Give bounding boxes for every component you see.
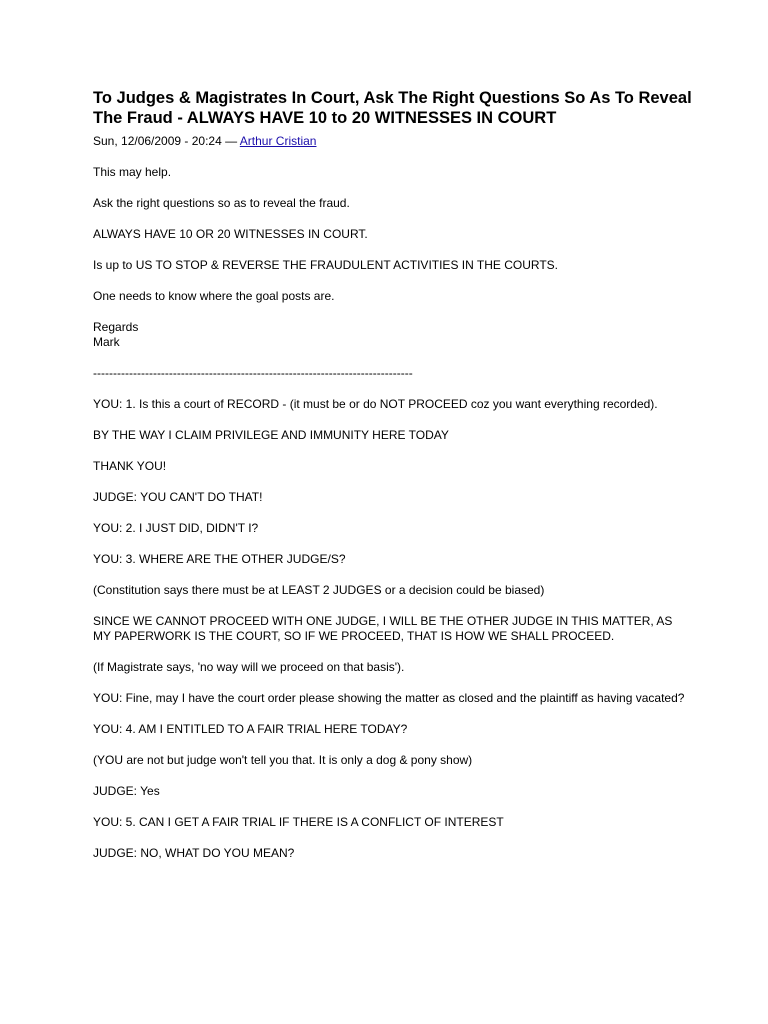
signoff-name: Mark [93,335,120,349]
article-title: To Judges & Magistrates In Court, Ask The Right Questions So As To Reveal The Fraud - ALWAYS HAVE 10 to 20 WITNESSES IN COURT [93,89,692,127]
paragraph: ALWAYS HAVE 10 OR 20 WITNESSES IN COURT. [93,227,368,241]
paragraph: JUDGE: Yes [93,784,160,798]
paragraph: This may help. [93,165,172,179]
paragraph: THANK YOU! [93,459,167,473]
paragraph: Is up to US TO STOP & REVERSE THE FRAUDULENT ACTIVITIES IN THE COURTS. [93,258,559,272]
dashed-divider: -------------------------------------------------------------------------------- [93,366,413,380]
paragraph: YOU: 5. CAN I GET A FAIR TRIAL IF THERE IS A CONFLICT OF INTEREST [93,815,504,829]
paragraph: JUDGE: NO, WHAT DO YOU MEAN? [93,846,295,860]
author-link[interactable]: Arthur Cristian [239,134,317,148]
paragraph: (If Magistrate says, 'no way will we proceed on that basis'). [93,660,405,674]
paragraph: YOU: 4. AM I ENTITLED TO A FAIR TRIAL HERE TODAY? [93,722,408,736]
article-meta [93,134,693,149]
paragraph: One needs to know where the goal posts are. [93,289,335,303]
paragraph: BY THE WAY I CLAIM PRIVILEGE AND IMMUNITY HERE TODAY [93,428,449,442]
article [93,88,693,861]
meta-separator: — [221,134,240,148]
paragraph: (Constitution says there must be at LEAST 2 JUDGES or a decision could be biased) [93,583,545,597]
paragraph: YOU: 3. WHERE ARE THE OTHER JUDGE/S? [93,552,346,566]
paragraph: SINCE WE CANNOT PROCEED WITH ONE JUDGE, I WILL BE THE OTHER JUDGE IN THIS MATTER, AS MY PAPERWORK IS THE COURT, SO IF WE PROCEED, THAT IS HOW WE SHALL PROCEED. [93,614,673,643]
paragraph: (YOU are not but judge won't tell you that. It is only a dog & pony show) [93,753,473,767]
signoff-regards: Regards [93,320,139,334]
paragraph: YOU: 2. I JUST DID, DIDN'T I? [93,521,259,535]
post-date: Sun, 12/06/2009 - 20:24 [93,134,222,148]
paragraph: YOU: 1. Is this a court of RECORD - (it must be or do NOT PROCEED coz you want everything recorded). [93,397,658,411]
paragraph: Ask the right questions so as to reveal the fraud. [93,196,350,210]
paragraph: YOU: Fine, may I have the court order please showing the matter as closed and the plaintiff as having vacated? [93,691,685,705]
paragraph: JUDGE: YOU CAN'T DO THAT! [93,490,263,504]
